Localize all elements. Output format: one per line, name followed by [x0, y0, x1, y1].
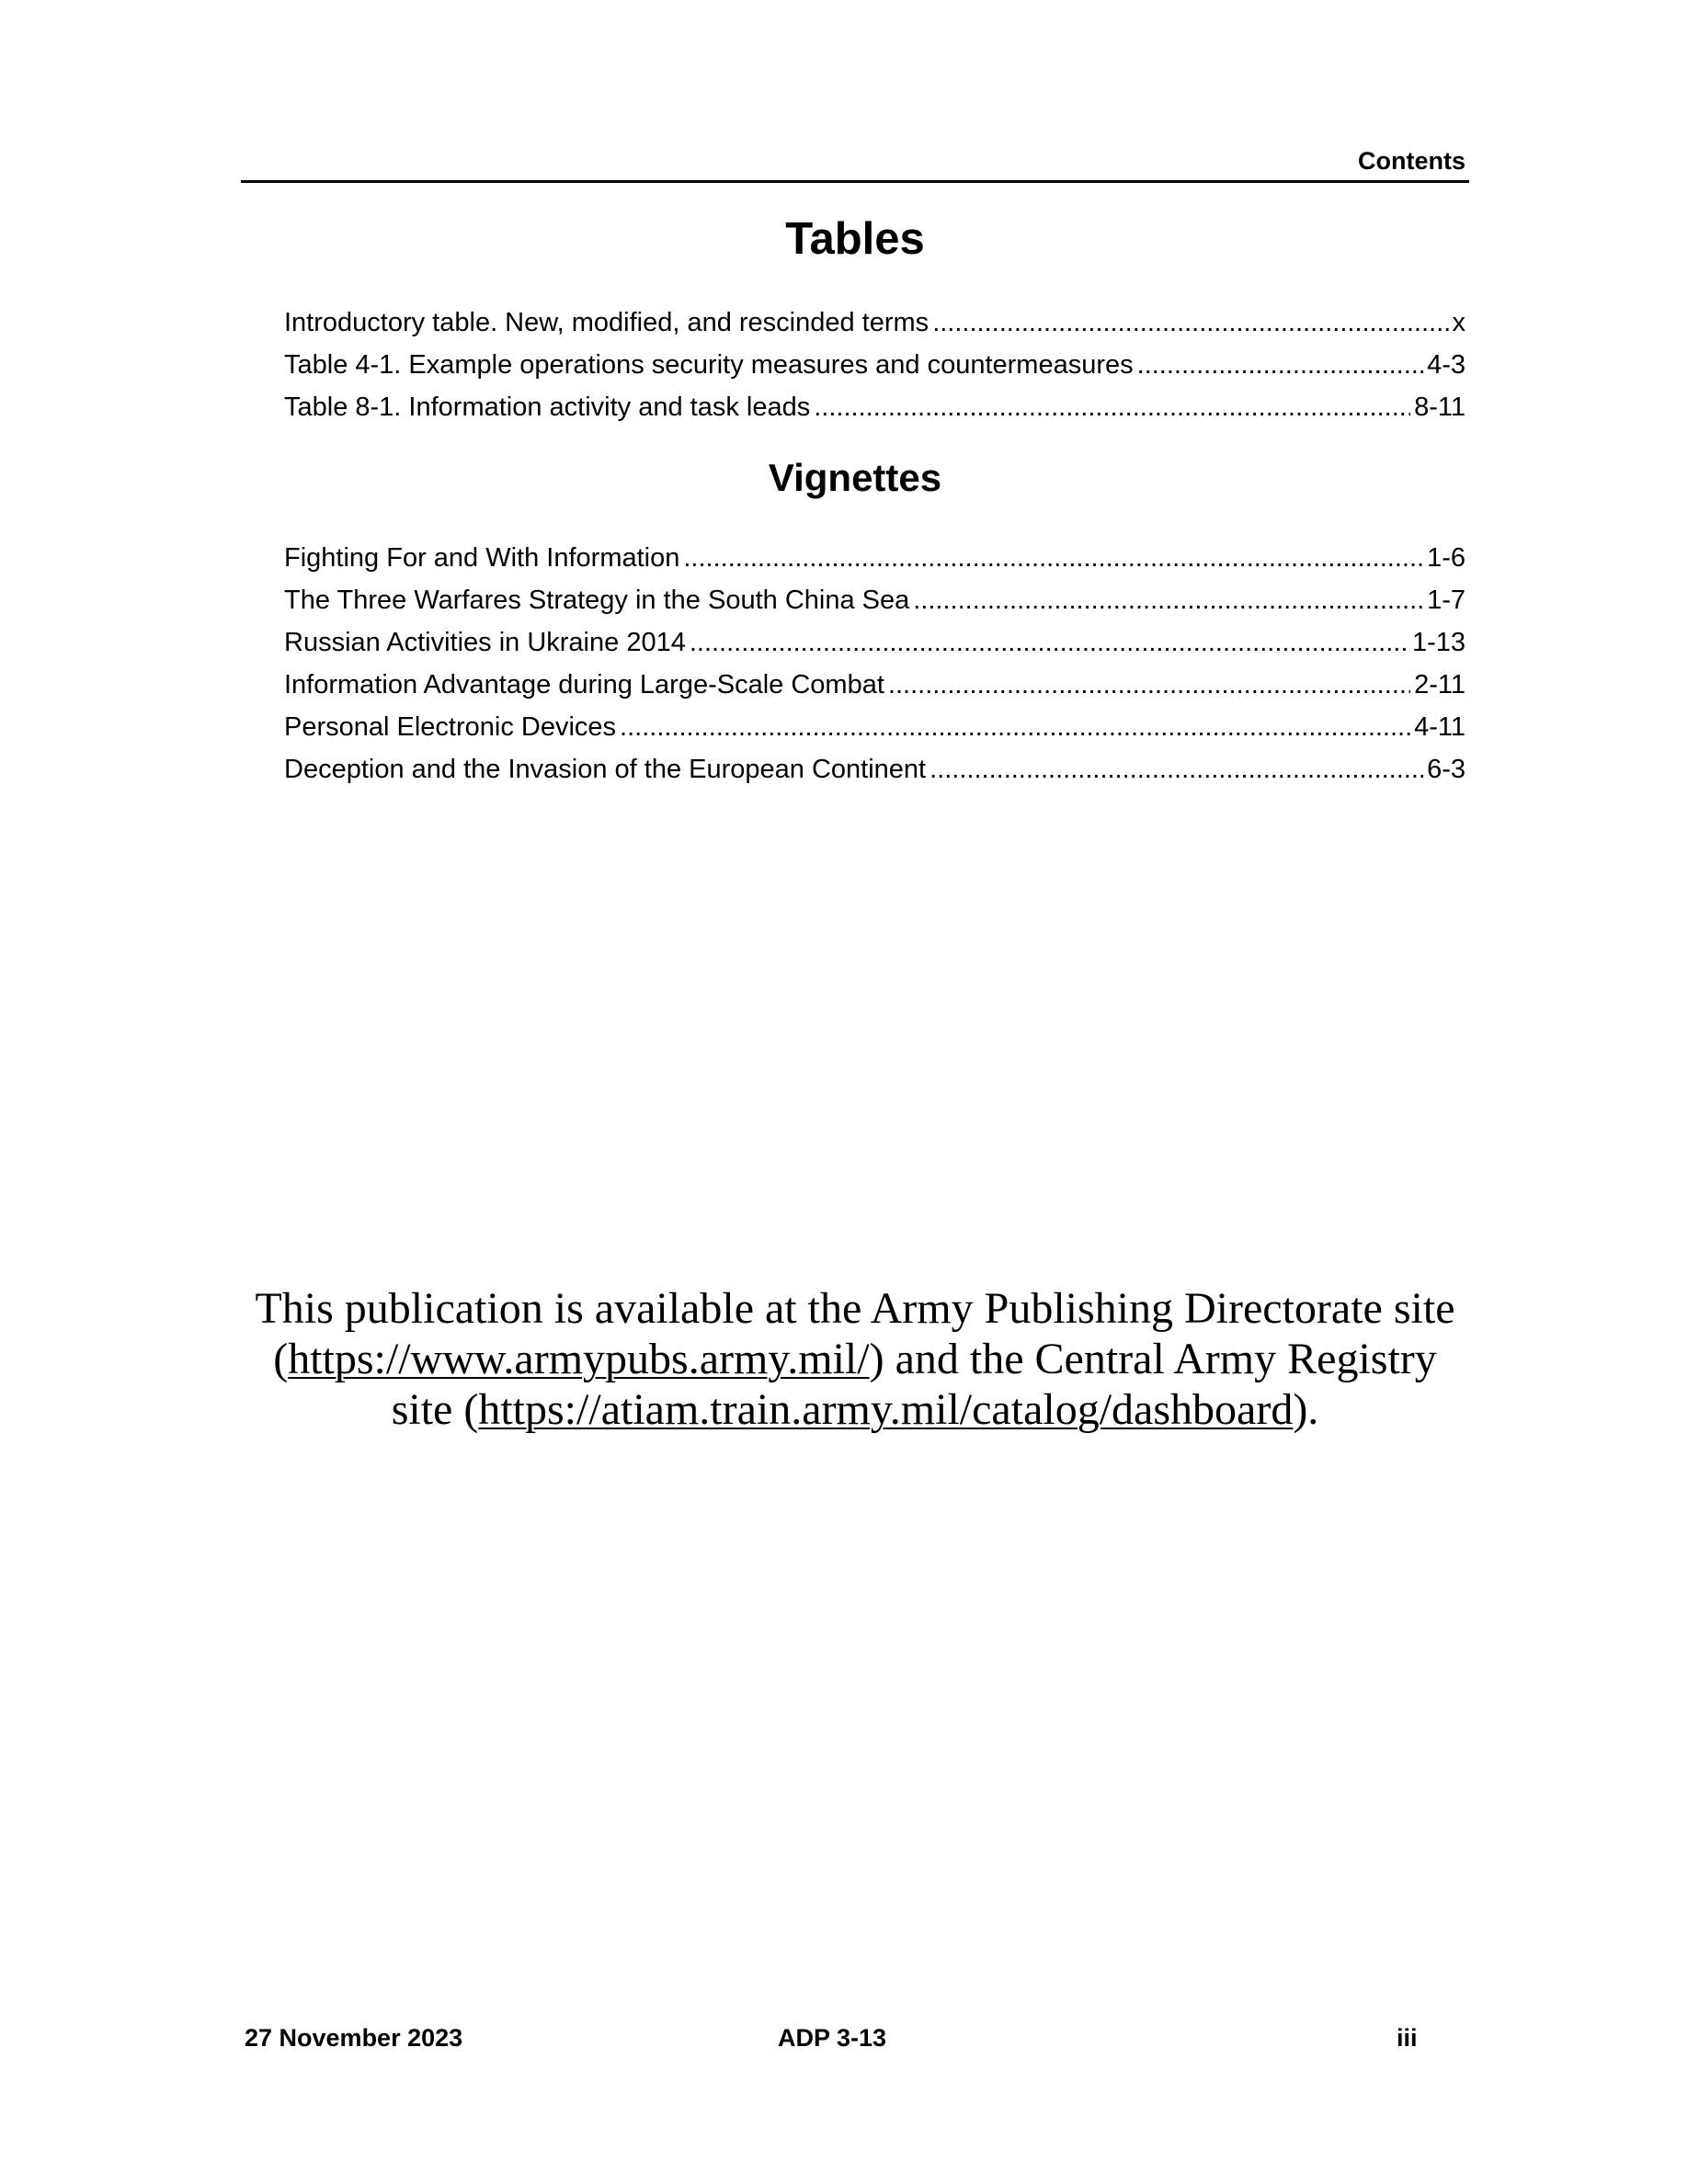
availability-text-2: ) and the Central Army Registry site (: [391, 1335, 1437, 1434]
tables-list: [284, 307, 1466, 434]
toc-entry[interactable]: [284, 754, 1466, 796]
toc-entry-page: 6-3: [1427, 755, 1466, 784]
footer-date: 27 November 2023: [245, 2024, 463, 2052]
toc-entry[interactable]: [284, 542, 1466, 585]
dot-leader: [814, 392, 1410, 423]
availability-text-3: ).: [1293, 1385, 1319, 1434]
toc-entry-label: Information Advantage during Large-Scale Combat: [284, 670, 884, 700]
toc-entry-page: 1-6: [1427, 543, 1466, 573]
dot-leader: [690, 627, 1409, 658]
toc-entry[interactable]: [284, 585, 1466, 627]
dot-leader: [932, 307, 1448, 338]
toc-entry-page: x: [1452, 308, 1466, 337]
tables-heading: Tables: [785, 214, 925, 264]
toc-entry-page: 1-13: [1411, 628, 1466, 657]
toc-entry[interactable]: [284, 669, 1466, 711]
toc-entry[interactable]: [284, 627, 1466, 669]
toc-entry[interactable]: [284, 349, 1466, 392]
footer-publication: ADP 3-13: [777, 2024, 887, 2052]
toc-entry-page: 4-3: [1427, 350, 1466, 380]
armypubs-link[interactable]: https://www.armypubs.army.mil/: [288, 1335, 870, 1383]
toc-entry-label: The Three Warfares Strategy in the South China Sea: [284, 586, 910, 615]
running-head-title: Contents: [1358, 147, 1466, 175]
toc-entry-label: Introductory table. New, modified, and rescinded terms: [284, 308, 930, 337]
toc-entry-label: Table 4-1. Example operations security measures and countermeasures: [284, 350, 1134, 380]
toc-entry-label: Deception and the Invasion of the European Continent: [284, 755, 927, 784]
dot-leader: [930, 754, 1423, 785]
toc-entry[interactable]: [284, 307, 1466, 349]
dot-leader: [1137, 349, 1423, 381]
toc-entry-label: Personal Electronic Devices: [284, 712, 617, 742]
toc-entry-label: Table 8-1. Information activity and task leads: [284, 392, 811, 422]
availability-text-1: This publication is available at the Army Publishing Directorate site (: [255, 1284, 1455, 1383]
dot-leader: [888, 669, 1410, 700]
toc-entry-page: 2-11: [1414, 670, 1466, 700]
toc-entry[interactable]: [284, 711, 1466, 754]
toc-entry[interactable]: [284, 392, 1466, 434]
dot-leader: [620, 711, 1410, 743]
footer-page-number: iii: [1397, 2024, 1418, 2052]
dot-leader: [913, 585, 1423, 616]
vignettes-list: [284, 542, 1466, 796]
toc-entry-label: Fighting For and With Information: [284, 543, 680, 573]
dot-leader: [683, 542, 1423, 574]
availability-notice: [241, 1283, 1469, 1435]
toc-entry-page: 4-11: [1414, 712, 1466, 742]
toc-entry-page: 8-11: [1414, 392, 1466, 422]
running-head: [241, 147, 1469, 183]
vignettes-heading: Vignettes: [768, 456, 942, 499]
atiam-link[interactable]: https://atiam.train.army.mil/catalog/dashboard: [478, 1385, 1294, 1434]
toc-entry-page: 1-7: [1427, 586, 1466, 615]
toc-entry-label: Russian Activities in Ukraine 2014: [284, 628, 686, 657]
